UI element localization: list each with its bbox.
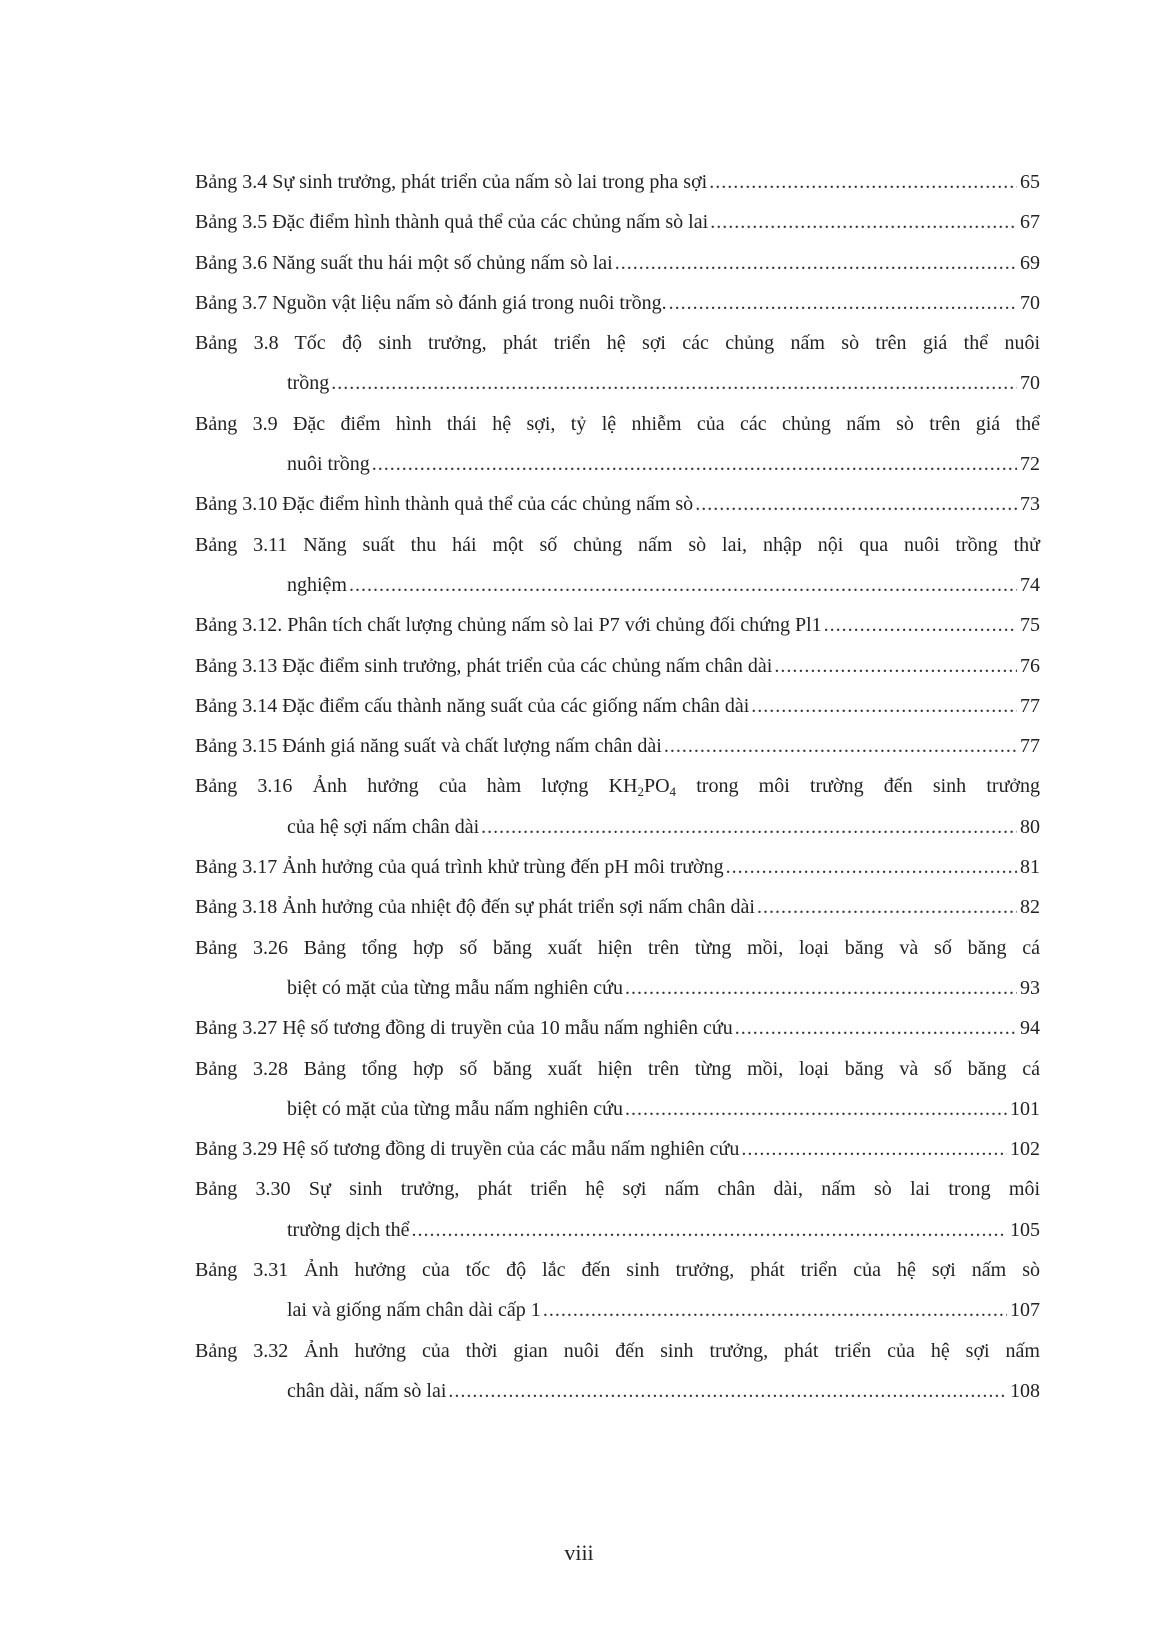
entry-page-number: 108 [1010, 1379, 1040, 1402]
entry-title: Bảng 3.5 Đặc điểm hình thành quả thể của các chủng nấm sò lai [195, 211, 709, 234]
toc-entry-3-12[interactable] [195, 605, 1040, 645]
entry-title-prefix: Bảng 3.16 Ảnh hưởng của hàm lượng KH [195, 775, 638, 798]
toc-entry-3-4[interactable] [195, 162, 1040, 202]
dot-leader [741, 1129, 1007, 1169]
entry-title-line-2: trồng [287, 372, 330, 395]
entry-page-number: 101 [1010, 1097, 1040, 1120]
entry-title-line-1: Bảng 3.11 Năng suất thu hái một số chủng nấm sò lai, nhập nội qua nuôi trồng thử [195, 533, 1040, 556]
entry-page-number: 77 [1020, 694, 1040, 717]
entry-title: Bảng 3.7 Nguồn vật liệu nấm sò đánh giá trong nuôi trồng. [195, 291, 667, 314]
dot-leader [669, 283, 1017, 323]
toc-entry-3-31[interactable] [195, 1250, 1040, 1331]
toc-entry-3-27[interactable] [195, 1008, 1040, 1048]
entry-title: Bảng 3.4 Sự sinh trưởng, phát triển của nấm sò lai trong pha sợi [195, 171, 708, 193]
dot-leader [625, 968, 1017, 1008]
entry-page-number: 69 [1020, 251, 1040, 274]
dot-leader [664, 726, 1017, 766]
toc-entry-3-14[interactable] [195, 686, 1040, 726]
dot-leader [757, 887, 1017, 927]
entry-title: Bảng 3.13 Đặc điểm sinh trưởng, phát triển của các chủng nấm chân dài [195, 654, 773, 677]
dot-leader [412, 1210, 1008, 1250]
entry-title-line-2: biệt có mặt của từng mẫu nấm nghiên cứu [287, 1097, 624, 1120]
entry-title: Bảng 3.17 Ảnh hưởng của quá trình khử trùng đến pH môi trường [195, 856, 724, 879]
entry-title-line-2: của hệ sợi nấm chân dài [287, 815, 480, 838]
entry-title-line-1: Bảng 3.26 Bảng tổng hợp số băng xuất hiện trên từng mồi, loại băng và số băng cá [195, 936, 1040, 959]
toc-entry-3-10[interactable] [195, 484, 1040, 524]
toc-entry-3-30[interactable] [195, 1169, 1040, 1250]
entry-page-number: 67 [1020, 211, 1040, 234]
entry-title-line-1: Bảng 3.31 Ảnh hưởng của tốc độ lắc đến sinh trưởng, phát triển của hệ sợi nấm sò [195, 1259, 1040, 1282]
toc-entry-3-18[interactable] [195, 887, 1040, 927]
dot-leader [615, 243, 1017, 283]
entry-title-line-2: nuôi trồng [287, 453, 370, 476]
entry-page-number: 81 [1020, 856, 1040, 879]
toc-entry-3-13[interactable] [195, 646, 1040, 686]
entry-title-line-1 [195, 766, 1040, 806]
entry-title-line-2: biệt có mặt của từng mẫu nấm nghiên cứu [287, 976, 624, 999]
page-number-footer: viii [564, 1540, 594, 1565]
toc-entry-3-6[interactable] [195, 243, 1040, 283]
dot-leader [751, 686, 1017, 726]
entry-page-number: 82 [1020, 896, 1040, 919]
dot-leader [625, 1089, 1007, 1129]
entry-title-line-1: Bảng 3.8 Tốc độ sinh trưởng, phát triển hệ sợi các chủng nấm sò trên giá thể nuôi [195, 332, 1040, 355]
toc-entry-3-8[interactable] [195, 323, 1040, 404]
entry-page-number: 70 [1020, 372, 1040, 395]
toc-entry-3-11[interactable] [195, 525, 1040, 606]
entry-page-number: 72 [1020, 453, 1040, 476]
entry-page-number: 102 [1010, 1138, 1040, 1161]
entry-title-line-2: lai và giống nấm chân dài cấp 1 [287, 1299, 541, 1322]
toc-entry-3-26[interactable] [195, 928, 1040, 1009]
entry-title: Bảng 3.12. Phân tích chất lượng chủng nấm sò lai P7 với chủng đối chứng Pl1 [195, 614, 822, 637]
dot-leader [710, 202, 1017, 242]
entry-page-number: 75 [1020, 614, 1040, 637]
entry-page-number: 76 [1020, 654, 1040, 677]
dot-leader [709, 162, 1017, 202]
entry-page-number: 94 [1020, 1017, 1040, 1040]
toc-entry-3-9[interactable] [195, 404, 1040, 485]
entry-title: Bảng 3.18 Ảnh hưởng của nhiệt độ đến sự phát triển sợi nấm chân dài [195, 896, 755, 919]
toc-entry-3-29[interactable] [195, 1129, 1040, 1169]
entry-page-number: 74 [1020, 573, 1040, 596]
dot-leader [543, 1290, 1007, 1330]
entry-title-line-1: Bảng 3.28 Bảng tổng hợp số băng xuất hiện trên từng mồi, loại băng và số băng cá [195, 1057, 1040, 1080]
entry-title: Bảng 3.27 Hệ số tương đồng di truyền của 10 mẫu nấm nghiên cứu [195, 1017, 733, 1040]
dot-leader [735, 1008, 1017, 1048]
dot-leader [824, 605, 1017, 645]
formula-text: PO [643, 775, 670, 798]
entry-page-number: 93 [1020, 976, 1040, 999]
dot-leader [349, 565, 1017, 605]
toc-entry-3-17[interactable] [195, 847, 1040, 887]
dot-leader [372, 444, 1017, 484]
entry-title: Bảng 3.14 Đặc điểm cấu thành năng suất của các giống nấm chân dài [195, 694, 750, 717]
formula-subscript: 2 [637, 784, 644, 800]
entry-title-suffix: trong môi trường đến sinh trưởng [676, 775, 1041, 798]
entry-page-number: 65 [1020, 171, 1040, 193]
dot-leader [448, 1371, 1007, 1411]
toc-entry-3-7[interactable] [195, 283, 1040, 323]
toc-entry-3-5[interactable] [195, 202, 1040, 242]
formula-subscript: 4 [669, 784, 677, 800]
entry-page-number: 80 [1020, 815, 1040, 838]
dot-leader [774, 646, 1017, 686]
entry-title-line-1: Bảng 3.9 Đặc điểm hình thái hệ sợi, tỷ lệ nhiễm của các chủng nấm sò trên giá thể [195, 412, 1040, 435]
entry-page-number: 107 [1010, 1299, 1040, 1322]
entry-title-line-2: nghiệm [287, 573, 347, 596]
entry-page-number: 105 [1010, 1218, 1040, 1241]
toc-entry-3-15[interactable] [195, 726, 1040, 766]
dot-leader [331, 363, 1017, 403]
entry-page-number: 77 [1020, 735, 1040, 758]
entry-title: Bảng 3.10 Đặc điểm hình thành quả thể của các chủng nấm sò [195, 493, 694, 516]
dot-leader [726, 847, 1017, 887]
entry-page-number: 73 [1020, 493, 1040, 516]
toc-entry-3-32[interactable] [195, 1331, 1040, 1412]
entry-page-number: 70 [1020, 291, 1040, 314]
entry-title-line-2: chân dài, nấm sò lai [287, 1379, 447, 1402]
toc-entry-3-16[interactable] [195, 766, 1040, 847]
entry-title: Bảng 3.15 Đánh giá năng suất và chất lượng nấm chân dài [195, 735, 662, 758]
entry-title-line-1: Bảng 3.30 Sự sinh trưởng, phát triển hệ sợi nấm chân dài, nấm sò lai trong môi [195, 1178, 1040, 1201]
entry-title-line-1: Bảng 3.32 Ảnh hưởng của thời gian nuôi đến sinh trưởng, phát triển của hệ sợi nấm [195, 1339, 1040, 1362]
entry-title: Bảng 3.6 Năng suất thu hái một số chủng nấm sò lai [195, 251, 613, 274]
toc-entry-3-28[interactable] [195, 1049, 1040, 1130]
dot-leader [695, 484, 1017, 524]
entry-title-line-2: trường dịch thể [287, 1218, 410, 1241]
dot-leader [481, 807, 1017, 847]
entry-title: Bảng 3.29 Hệ số tương đồng di truyền của các mẫu nấm nghiên cứu [195, 1138, 740, 1161]
table-of-tables [195, 162, 1040, 1411]
